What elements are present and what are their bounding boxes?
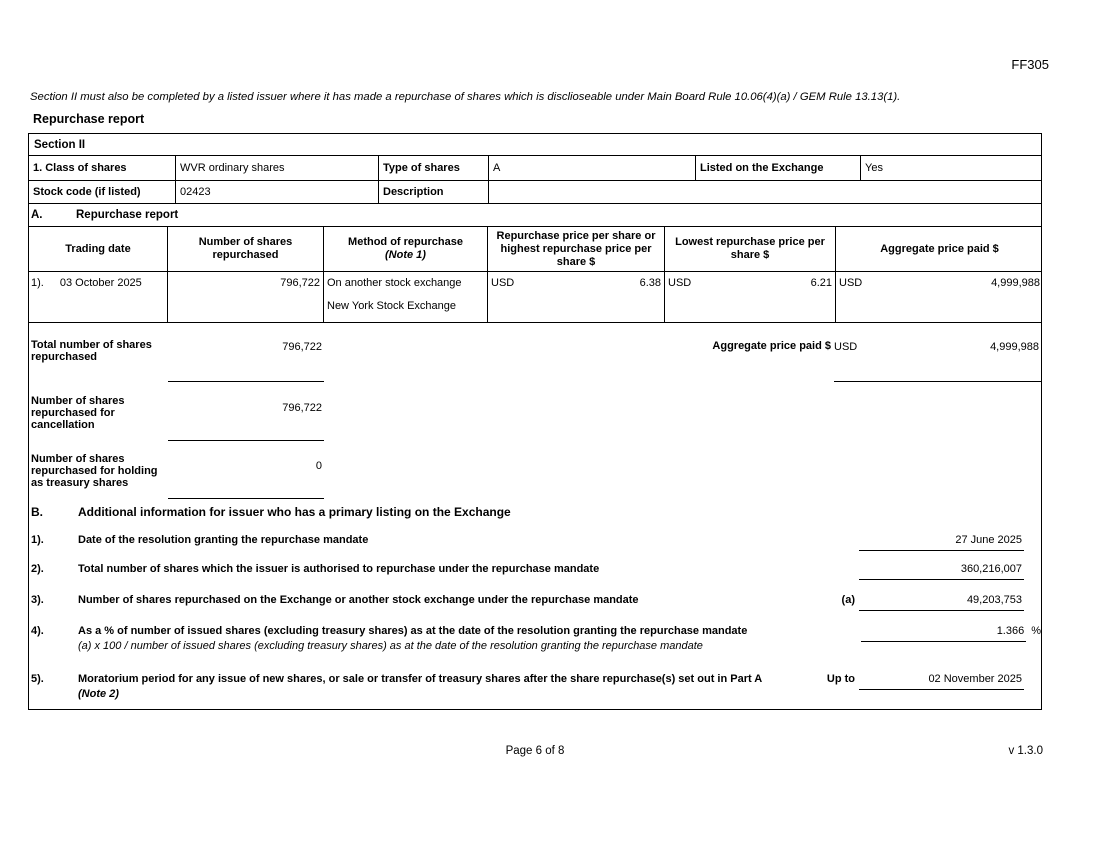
item-3-label: Number of shares repurchased on the Exchange or another stock exchange under the repurchase mandate bbox=[78, 594, 639, 606]
method-value: On another stock exchange bbox=[327, 277, 462, 289]
part-b-letter: B. bbox=[31, 505, 43, 519]
item-4-label-block bbox=[78, 625, 861, 653]
type-of-shares-value: A bbox=[489, 156, 696, 180]
item-4-value: 1.366 bbox=[996, 625, 1025, 637]
price-low-currency: USD bbox=[668, 277, 692, 289]
item-3-value: 49,203,753 bbox=[966, 594, 1022, 606]
form-body bbox=[28, 133, 1042, 710]
class-of-shares-label: 1. Class of shares bbox=[29, 156, 176, 180]
aggregate-paid-label: Aggregate price paid $ bbox=[712, 340, 831, 352]
part-b-item-4 bbox=[29, 625, 1041, 653]
trading-date-value: 03 October 2025 bbox=[59, 277, 142, 289]
page-title: Repurchase report bbox=[33, 112, 145, 126]
aggregate-paid-value: 4,999,988 bbox=[990, 341, 1039, 353]
part-a-heading: Repurchase report bbox=[76, 209, 179, 221]
repurchase-table-header bbox=[29, 227, 1041, 272]
treasury-field bbox=[168, 451, 324, 499]
item-4-suffix: % bbox=[1031, 625, 1041, 637]
aggregate-cell bbox=[836, 272, 1043, 322]
item-5-right bbox=[827, 673, 1024, 690]
part-a-letter: A. bbox=[31, 209, 43, 221]
part-b-heading-row bbox=[29, 505, 1041, 519]
class-of-shares-row bbox=[29, 156, 1041, 181]
total-shares-row bbox=[29, 337, 1041, 382]
method-detail-value: New York Stock Exchange bbox=[327, 300, 457, 312]
cancellation-row bbox=[29, 393, 1041, 441]
trading-date-cell bbox=[29, 272, 168, 322]
treasury-value: 0 bbox=[315, 460, 322, 472]
item-1-label: Date of the resolution granting the repurchase mandate bbox=[78, 534, 369, 546]
col-shares-repurchased: Number of shares repurchased bbox=[168, 227, 324, 271]
aggregate-paid-currency: USD bbox=[834, 341, 858, 353]
page-number: Page 6 of 8 bbox=[505, 745, 565, 757]
item-3-field bbox=[859, 594, 1024, 611]
repurchase-table-row bbox=[29, 272, 1041, 323]
item-4-label: As a % of number of issued shares (excluding treasury shares) as at the date of the resolution granting the repurchase mandate bbox=[78, 625, 748, 637]
stock-code-value: 02423 bbox=[176, 181, 379, 203]
form-code: FF305 bbox=[1011, 57, 1049, 72]
part-a-heading-row bbox=[29, 204, 1041, 227]
price-high-cell bbox=[488, 272, 665, 322]
part-b-item-1 bbox=[29, 534, 1041, 551]
item-5-number: 5). bbox=[31, 673, 44, 685]
listed-on-exchange-label: Listed on the Exchange bbox=[696, 156, 861, 180]
aggregate-currency: USD bbox=[839, 277, 863, 289]
price-high-value: 6.38 bbox=[639, 277, 661, 289]
item-5-label-note: (Note 2) bbox=[78, 688, 119, 700]
item-2-label: Total number of shares which the issuer is authorised to repurchase under the repurchase mandate bbox=[78, 563, 600, 575]
section-ii-heading: Section II bbox=[34, 138, 86, 151]
stock-code-label: Stock code (if listed) bbox=[29, 181, 176, 203]
aggregate-value: 4,999,988 bbox=[991, 277, 1040, 289]
part-b-item-3 bbox=[29, 594, 1041, 611]
cancellation-value: 796,722 bbox=[282, 402, 322, 414]
price-low-cell bbox=[665, 272, 836, 322]
col-method bbox=[324, 227, 488, 271]
col-price-low: Lowest repurchase price per share $ bbox=[665, 227, 836, 271]
item-2-value: 360,216,007 bbox=[960, 563, 1022, 575]
item-5-label: Moratorium period for any issue of new shares, or sale or transfer of treasury shares after the share repurchase(s) set out in Part A bbox=[78, 673, 763, 685]
item-1-right bbox=[859, 534, 1024, 551]
description-value bbox=[489, 181, 1043, 203]
item-4-number: 4). bbox=[31, 625, 44, 637]
price-high-currency: USD bbox=[491, 277, 515, 289]
type-of-shares-label: Type of shares bbox=[379, 156, 489, 180]
item-5-label-block bbox=[78, 673, 827, 701]
class-of-shares-value: WVR ordinary shares bbox=[176, 156, 379, 180]
col-method-label: Method of repurchase bbox=[348, 236, 463, 248]
item-1-field bbox=[859, 534, 1024, 551]
version-label: v 1.3.0 bbox=[1008, 745, 1043, 757]
row-index: 1). bbox=[31, 277, 44, 289]
item-2-number: 2). bbox=[31, 563, 44, 575]
item-3-number: 3). bbox=[31, 594, 44, 606]
col-aggregate: Aggregate price paid $ bbox=[880, 242, 999, 255]
treasury-row bbox=[29, 451, 1041, 499]
item-5-value: 02 November 2025 bbox=[928, 673, 1022, 685]
section-ii-heading-row bbox=[29, 134, 1041, 156]
intro-note: Section II must also be completed by a listed issuer where it has made a repurchase of shares which is disclioseable under Main Board Rule 10.06(4)(a) / GEM Rule 13.13(1). bbox=[30, 91, 901, 103]
aggregate-paid-field bbox=[834, 337, 1041, 382]
item-1-number: 1). bbox=[31, 534, 44, 546]
method-cell bbox=[324, 272, 488, 322]
item-3-prefix: (a) bbox=[841, 594, 855, 606]
shares-repurchased-value: 796,722 bbox=[168, 272, 324, 322]
item-1-value: 27 June 2025 bbox=[955, 534, 1022, 546]
item-2-right bbox=[859, 563, 1024, 580]
description-label: Description bbox=[379, 181, 489, 203]
price-low-value: 6.21 bbox=[810, 277, 832, 289]
item-4-field bbox=[861, 625, 1026, 642]
col-method-note: (Note 1) bbox=[385, 249, 426, 261]
cancellation-field bbox=[168, 393, 324, 441]
treasury-label: Number of shares repurchased for holding as treasury shares bbox=[31, 453, 158, 489]
part-b-item-2 bbox=[29, 563, 1041, 580]
total-shares-label: Total number of shares repurchased bbox=[31, 339, 152, 363]
item-5-prefix: Up to bbox=[826, 673, 855, 685]
aggregate-paid-row bbox=[834, 337, 1041, 353]
part-b-item-5 bbox=[29, 673, 1041, 701]
item-4-right bbox=[861, 625, 1041, 642]
cancellation-label: Number of shares repurchased for cancellation bbox=[31, 395, 125, 431]
item-3-right bbox=[842, 594, 1024, 611]
col-trading-date: Trading date bbox=[29, 227, 168, 271]
item-4-sublabel: (a) x 100 / number of issued shares (excluding treasury shares) as at the date of the resolution granting the repurchase mandate bbox=[78, 640, 703, 652]
item-5-field bbox=[859, 673, 1024, 690]
col-price-high: Repurchase price per share or highest repurchase price per share $ bbox=[488, 227, 665, 271]
part-b-heading: Additional information for issuer who has a primary listing on the Exchange bbox=[78, 505, 511, 519]
listed-on-exchange-value: Yes bbox=[865, 162, 883, 174]
total-shares-value: 796,722 bbox=[282, 341, 322, 353]
stock-code-row bbox=[29, 181, 1041, 204]
item-2-field bbox=[859, 563, 1024, 580]
total-shares-field bbox=[168, 337, 324, 382]
